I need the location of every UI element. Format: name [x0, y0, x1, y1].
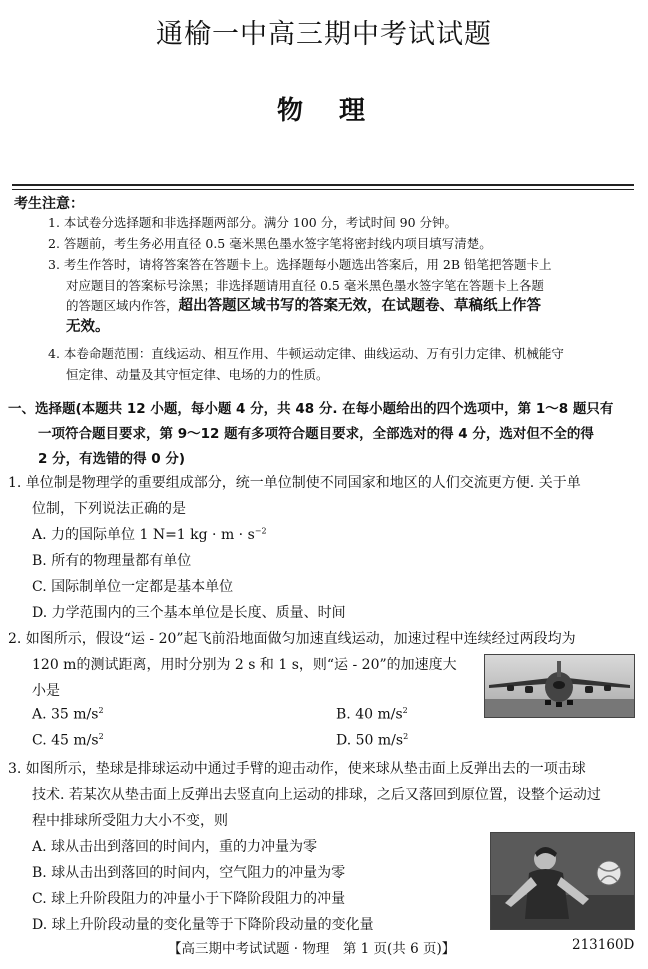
notice-line-3c: [66, 295, 541, 317]
notice-bold-warning-end: 无效。: [66, 319, 110, 335]
q2-option-a-sup: 2: [98, 706, 104, 715]
notice-line-4: 4. 本卷命题范围：直线运动、相互作用、牛顿运动定律、曲线运动、万有引力定律、机械能守: [48, 346, 564, 361]
aircraft-illustration: [485, 655, 634, 717]
q1-option-a-text: A. 力的国际单位 1 N=1 kg · m · s: [32, 527, 255, 543]
q2-option-c-text: C. 45 m/s: [32, 732, 99, 749]
notice-bold-warning: 超出答题区域书写的答案无效，在试题卷、草稿纸上作答: [178, 298, 542, 314]
volleyball-illustration: [491, 833, 634, 929]
q2-option-c-sup: 2: [98, 732, 104, 741]
section1-line-2: 一项符合题目要求，第 9～12 题有多项符合题目要求，全部选对的得 4 分，选对但不全的得: [38, 426, 594, 442]
q2-option-a: [32, 706, 104, 723]
page-footer: 【高三期中考试试题 · 物理 第 1 页(共 6 页)】: [168, 941, 456, 957]
q3-option-b: B. 球从击出到落回的时间内，空气阻力的冲量为零: [32, 865, 346, 881]
q3-stem-2: 技术. 若某次从垫击面上反弹出去竖直向上运动的排球，之后又落回到原位置，设整个运动过: [32, 787, 601, 803]
q2-option-b-sup: 2: [402, 706, 408, 715]
q3-option-a: A. 球从击出到落回的时间内，重的力冲量为零: [32, 839, 318, 855]
q1-option-a-sup: −2: [254, 526, 267, 536]
q3-stem-1: 3. 如图所示，垫球是排球运动中通过手臂的迎击动作，使来球从垫击面上反弹出去的一项击球: [8, 761, 586, 777]
paper-code: 213160D: [572, 937, 635, 953]
q1-option-d: D. 力学范围内的三个基本单位是长度、质量、时间: [32, 605, 346, 621]
q1-stem-1: 1. 单位制是物理学的重要组成部分，统一单位制使不同国家和地区的人们交流更方便. 关于单: [8, 475, 581, 491]
exam-title: 通榆一中高三期中考试试题: [156, 19, 492, 50]
q1-option-b: B. 所有的物理量都有单位: [32, 553, 192, 569]
q1-option-a: [32, 524, 267, 544]
q2-option-d: [336, 732, 408, 749]
notice-line-3c-text: 的答题区域内作答，: [66, 298, 179, 313]
q2-option-d-sup: 2: [403, 732, 409, 741]
q2-option-d-text: D. 50 m/s: [336, 732, 404, 749]
notice-line-3d: [66, 316, 110, 338]
q2-option-b: [336, 706, 408, 723]
notice-heading: 考生注意：: [14, 196, 84, 212]
q1-option-c: C. 国际制单位一定都是基本单位: [32, 579, 234, 595]
q2-option-a-text: A. 35 m/s: [32, 706, 99, 723]
notice-line-1: 1. 本试卷分选择题和非选择题两部分。满分 100 分，考试时间 90 分钟。: [48, 215, 458, 230]
notice-line-3b: 对应题目的答案标号涂黑；非选择题请用直径 0.5 毫米黑色墨水签字笔在答题卡上各题: [66, 278, 544, 293]
notice-line-4b: 恒定律、动量及其守恒定律、电场的力的性质。: [66, 367, 329, 382]
notice-line-2: 2. 答题前，考生务必用直径 0.5 毫米黑色墨水签字笔将密封线内项目填写清楚。: [48, 236, 492, 251]
notice-line-3: 3. 考生作答时，请将答案答在答题卡上。选择题每小题选出答案后，用 2B 铅笔把答题卡上: [48, 257, 552, 272]
header-rule-thin: [12, 189, 634, 190]
header-rule: [12, 184, 634, 186]
q3-option-d: D. 球上升阶段动量的变化量等于下降阶段动量的变化量: [32, 917, 374, 933]
q2-stem-1: 2. 如图所示，假设“运 - 20”起飞前沿地面做匀加速直线运动，加速过程中连续经过两段均为: [8, 631, 576, 647]
q2-stem-3: 小是: [32, 683, 60, 699]
q2-option-b-text: B. 40 m/s: [336, 706, 403, 723]
q3-option-c: C. 球上升阶段阻力的冲量小于下降阶段阻力的冲量: [32, 891, 346, 907]
section1-line-1: 一、选择题(本题共 12 小题，每小题 4 分，共 48 分. 在每小题给出的四个选项中，第 1～8 题只有: [8, 401, 614, 417]
q2-option-c: [32, 732, 104, 749]
q1-stem-2: 位制，下列说法正确的是: [32, 501, 186, 517]
volleyball-photo: [490, 832, 635, 930]
subject-title: 物理: [276, 96, 401, 126]
aircraft-photo: [484, 654, 635, 718]
section1-line-3: 2 分，有选错的得 0 分): [38, 451, 186, 467]
q3-stem-3: 程中排球所受阻力大小不变，则: [32, 813, 228, 829]
q2-stem-2: 120 m的测试距离，用时分别为 2 s 和 1 s，则“运 - 20”的加速度大: [32, 657, 457, 673]
